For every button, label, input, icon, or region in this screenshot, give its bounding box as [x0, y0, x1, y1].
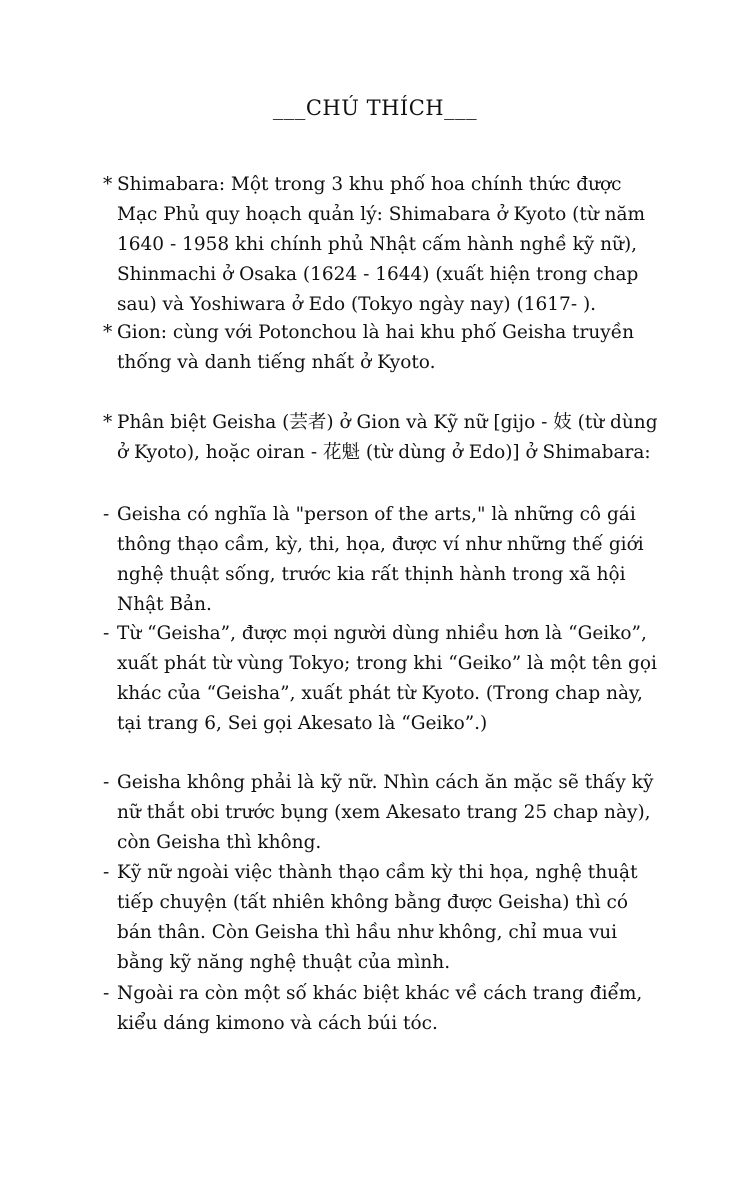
note-text: Ngoài ra còn một số khác biệt khác về cách trang điểm, kiểu dáng kimono và cách búi tóc. [117, 983, 643, 1034]
note-other-differences [103, 979, 663, 1039]
note-text: Geisha không phải là kỹ nữ. Nhìn cách ăn mặc sẽ thấy kỹ nữ thắt obi trước bụng (xem Akesato trang 25 chap này), còn Geisha thì không. [117, 772, 654, 853]
page-title: ___CHÚ THÍCH___ [272, 96, 478, 120]
note-marker: - [103, 772, 110, 793]
note-text: Gion: cùng với Potonchou là hai khu phố Geisha truyền thống và danh tiếng nhất ở Kyoto. [117, 322, 635, 373]
note-obi [103, 768, 663, 858]
note-marker: * [103, 412, 113, 433]
note-shimabara [103, 170, 663, 320]
note-geisha-geiko [103, 619, 663, 739]
note-courtesan-skills [103, 858, 663, 978]
note-text: Shimabara: Một trong 3 khu phố hoa chính thức được Mạc Phủ quy hoạch quản lý: Shimabara ở Kyoto (từ năm 1640 - 1958 khi chính phủ Nhật cấm hành nghề kỹ nữ), Shinmachi ở Osaka (1624 - 1644) (xuất hiện trong chap sau) và Yoshiwara ở Edo (Tokyo ngày nay) (1617- ). [117, 174, 646, 315]
note-marker: - [103, 862, 110, 883]
note-text: Geisha có nghĩa là "person of the arts," là những cô gái thông thạo cầm, kỳ, thi, họa, được ví như những thế giới nghệ thuật sống, trước kia rất thịnh hành trong xã hội Nhật Bản. [117, 504, 644, 615]
note-gion [103, 318, 663, 378]
note-marker: - [103, 623, 110, 644]
note-marker: - [103, 504, 110, 525]
note-distinction [103, 408, 663, 468]
note-text: Phân biệt Geisha (芸者) ở Gion và Kỹ nữ [gijo - 妓 (từ dùng ở Kyoto), hoặc oiran - 花魁 (từ dùng ở Edo)] ở Shimabara: [117, 412, 658, 463]
note-marker: * [103, 174, 113, 195]
note-marker: - [103, 983, 110, 1004]
note-text: Từ “Geisha”, được mọi người dùng nhiều hơn là “Geiko”, xuất phát từ vùng Tokyo; trong khi “Geiko” là một tên gọi khác của “Geisha”, xuất phát từ Kyoto. (Trong chap này, tại trang 6, Sei gọi Akesato là “Geiko”.) [117, 623, 657, 734]
note-text: Kỹ nữ ngoài việc thành thạo cầm kỳ thi họa, nghệ thuật tiếp chuyện (tất nhiên không bằng được Geisha) thì có bán thân. Còn Geisha thì hầu như không, chỉ mua vui bằng kỹ năng nghệ thuật của mình. [117, 862, 638, 973]
note-geisha-meaning [103, 500, 663, 620]
note-marker: * [103, 322, 113, 343]
